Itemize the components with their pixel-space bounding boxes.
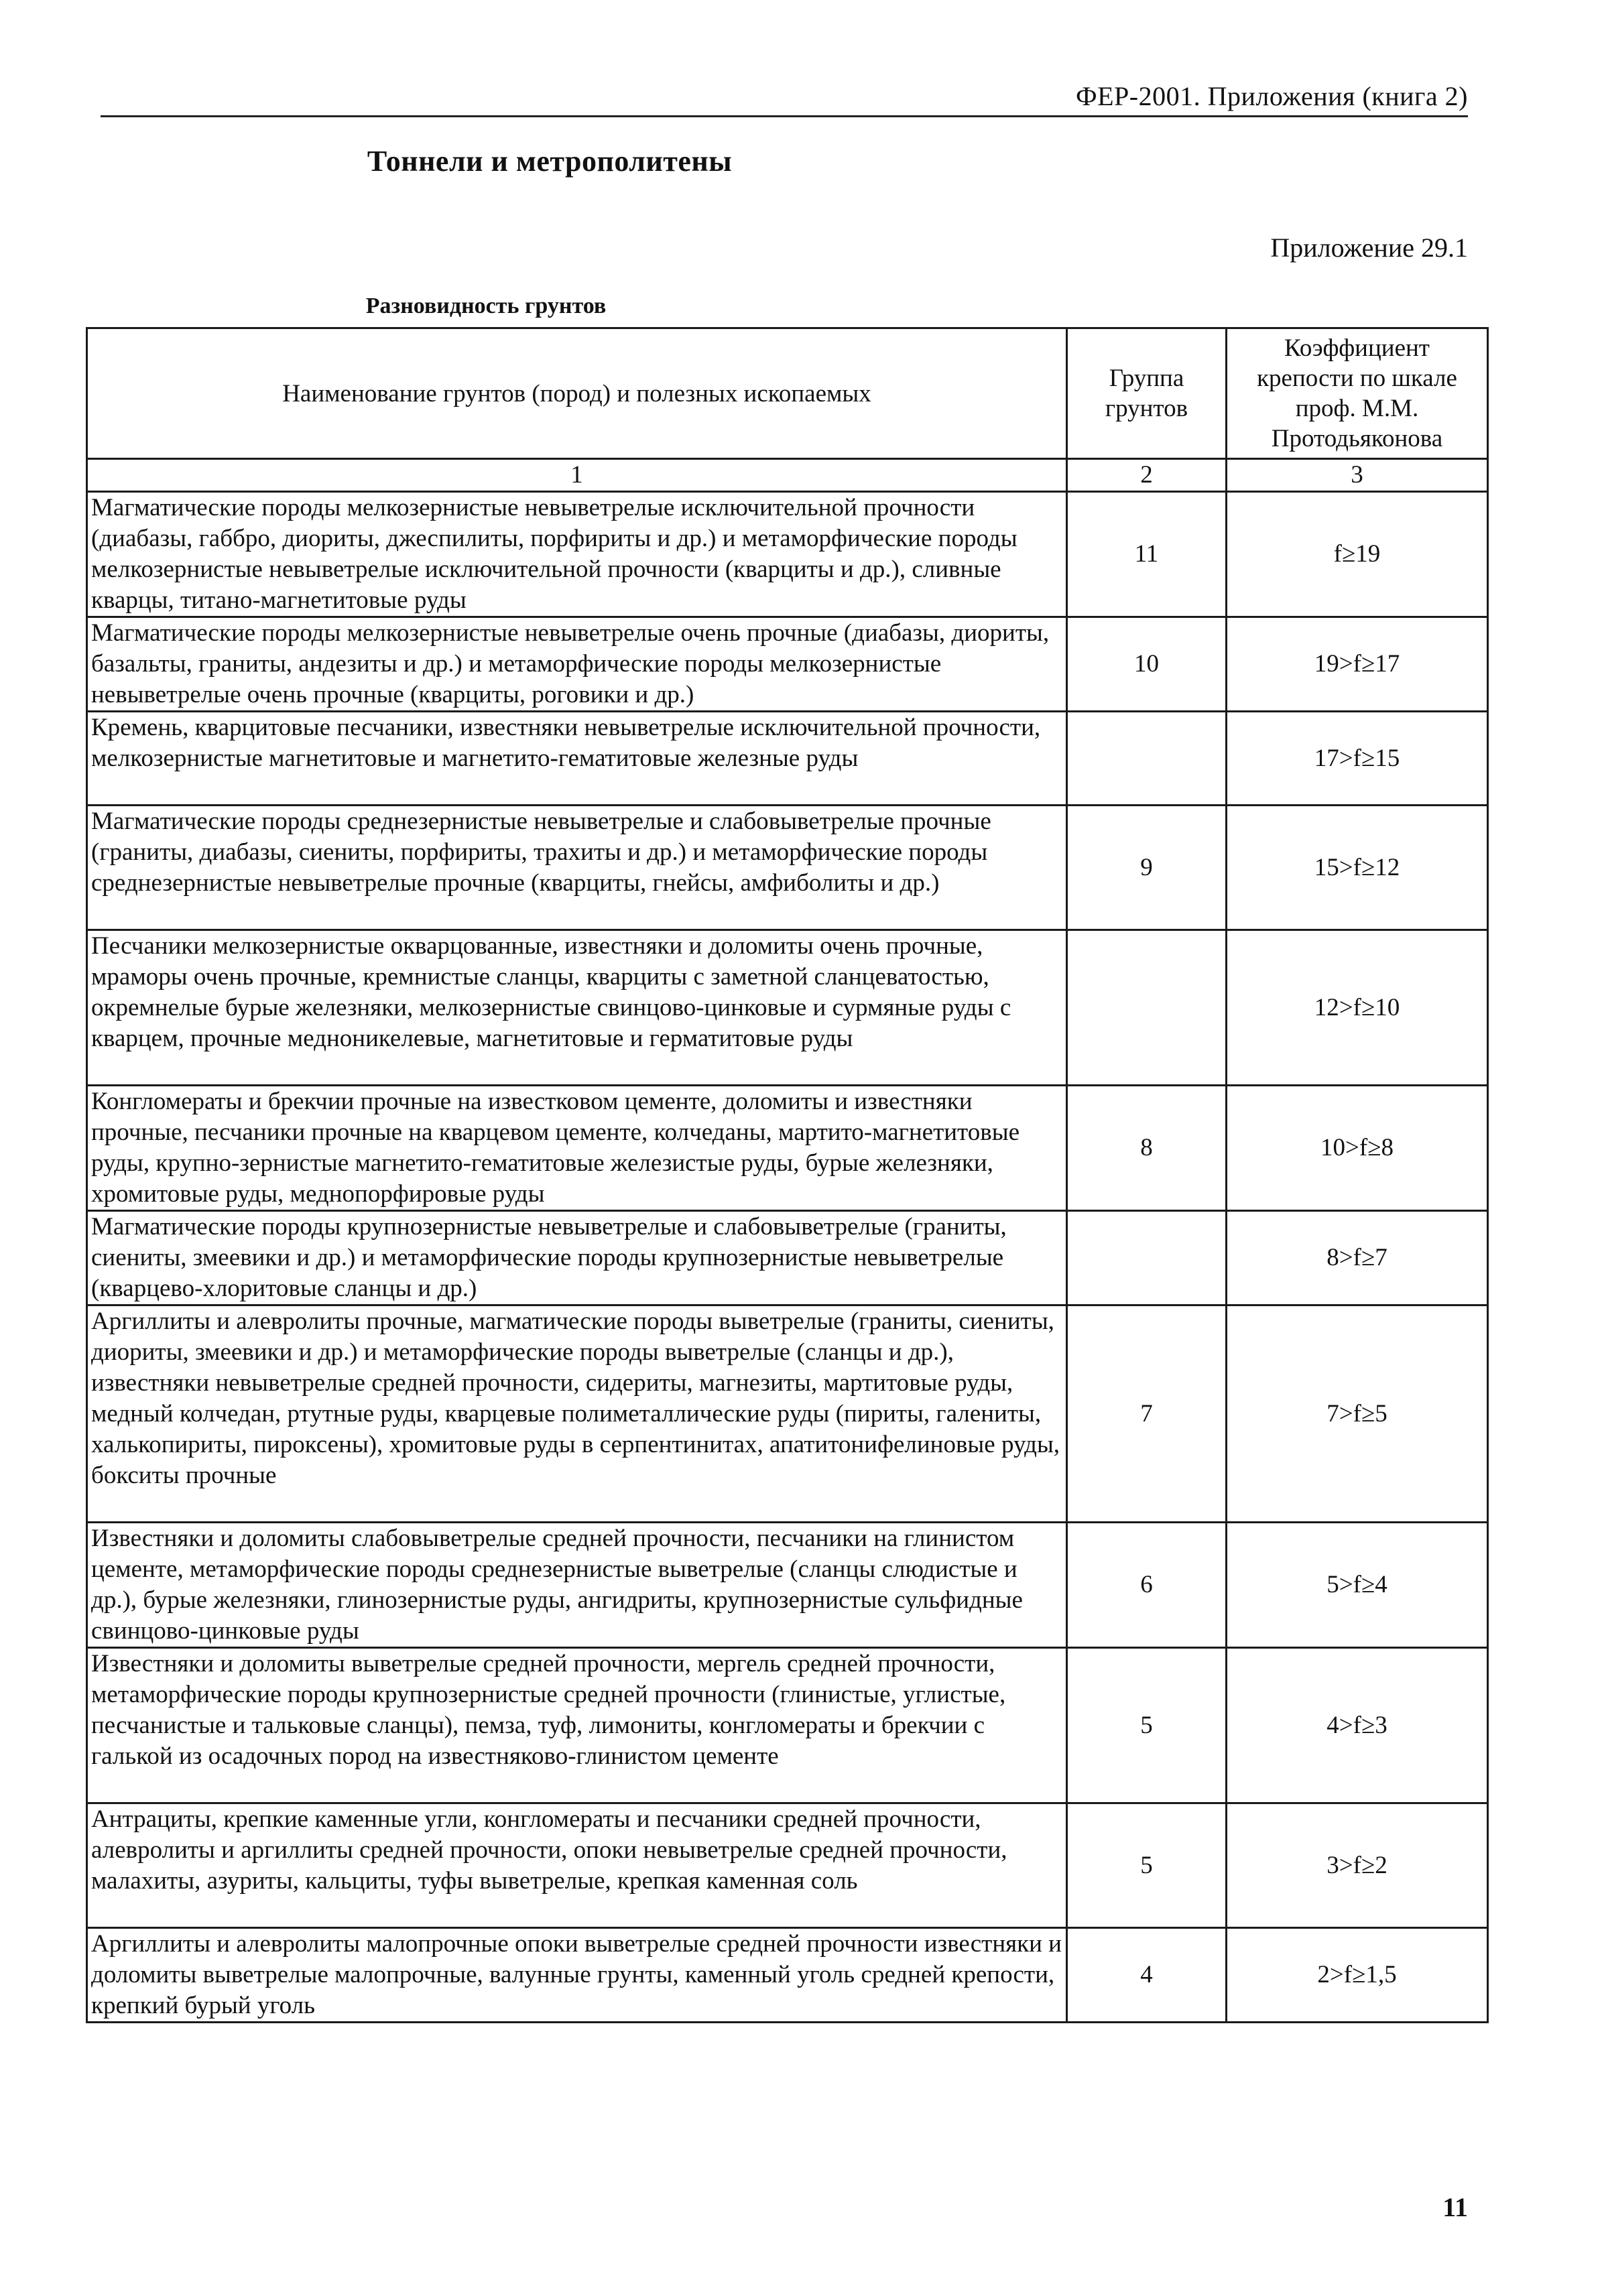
table-row (87, 1086, 1488, 1211)
soil-name: Магматические породы мелкозернистые невыветрелые исключительной прочности (диабазы, габбро, диориты, джеспилиты, порфириты и др.) и метаморфические породы мелкозернистые невыветрелые исключительной прочности (кварциты и др.), сливные кварцы, титано-магнетитовые руды (87, 492, 1067, 617)
page-number: 11 (1442, 2192, 1468, 2222)
soil-name: Аргиллиты и алевролиты малопрочные опоки выветрелые средней прочности известняки и доломиты выветрелые малопрочные, валунные грунты, каменный уголь средней крепости, крепкий бурый уголь (87, 1928, 1067, 2023)
table-caption: Разновидность грунтов (365, 294, 607, 318)
document-title: ФЕР-2001. Приложения (книга 2) (1076, 81, 1468, 111)
soil-group: 10 (1067, 617, 1227, 712)
table-row (87, 712, 1488, 806)
soil-name: Аргиллиты и алевролиты прочные, магматические породы выветрелые (граниты, сиениты, диориты, змеевики и др.) и метаморфические породы выветрелые (сланцы и др.), известняки невыветрелые средней прочности, сидериты, магнезиты, мартитовые руды, медный колчедан, ртутные руды, кварцевые полиметаллические руды (пириты, галениты, халькопириты, пироксены), хромитовые руды в серпентинитах, апатитонифелиновые руды, бокситы прочные (87, 1305, 1067, 1523)
soil-group: 9 (1067, 806, 1227, 930)
strength-coefficient: 8>f≥7 (1227, 1211, 1488, 1305)
soil-group: 7 (1067, 1305, 1227, 1523)
header-divider (101, 115, 1468, 117)
strength-coefficient: 3>f≥2 (1227, 1803, 1488, 1928)
soil-group: 5 (1067, 1648, 1227, 1803)
column-number: 2 (1067, 459, 1227, 492)
soil-types-table (86, 327, 1489, 2023)
soil-name: Магматические породы мелкозернистые невыветрелые очень прочные (диабазы, диориты, базальты, граниты, андезиты и др.) и метаморфические породы мелкозернистые невыветрелые очень прочные (кварциты, роговики и др.) (87, 617, 1067, 712)
soil-group (1067, 1211, 1227, 1305)
column-number-row (87, 459, 1488, 492)
soil-name: Известняки и доломиты выветрелые средней прочности, мергель средней прочности, метаморфические породы крупнозернистые средней прочности (глинистые, углистые, песчанистые и тальковые сланцы), пемза, туф, лимониты, конгломераты и брекчии с галькой из осадочных пород на известняково-глинистом цементе (87, 1648, 1067, 1803)
table-row (87, 1803, 1488, 1928)
header-coefficient: Коэффициент крепости по шкале проф. М.М. Протодьяконова (1227, 328, 1488, 459)
strength-coefficient: 12>f≥10 (1227, 930, 1488, 1086)
section-title: Тоннели и метрополитены (367, 145, 733, 178)
header-name: Наименование грунтов (пород) и полезных ископаемых (87, 328, 1067, 459)
soil-group (1067, 712, 1227, 806)
soil-name: Магматические породы крупнозернистые невыветрелые и слабовыветрелые (граниты, сиениты, змеевики и др.) и метаморфические породы крупнозернистые невыветрелые (кварцево-хлоритовые сланцы и др.) (87, 1211, 1067, 1305)
strength-coefficient: 17>f≥15 (1227, 712, 1488, 806)
soil-group: 5 (1067, 1803, 1227, 1928)
table-row (87, 492, 1488, 617)
table-row (87, 806, 1488, 930)
strength-coefficient: 19>f≥17 (1227, 617, 1488, 712)
table-row (87, 1928, 1488, 2023)
table-row (87, 1523, 1488, 1648)
soil-name: Магматические породы среднезернистые невыветрелые и слабовыветрелые прочные (граниты, диабазы, сиениты, порфириты, трахиты и др.) и метаморфические породы среднезернистые невыветрелые прочные (кварциты, гнейсы, амфиболиты и др.) (87, 806, 1067, 930)
soil-group: 11 (1067, 492, 1227, 617)
strength-coefficient: 5>f≥4 (1227, 1523, 1488, 1648)
header-group: Группа грунтов (1067, 328, 1227, 459)
strength-coefficient: 10>f≥8 (1227, 1086, 1488, 1211)
column-number: 3 (1227, 459, 1488, 492)
soil-group: 8 (1067, 1086, 1227, 1211)
table-row (87, 1305, 1488, 1523)
strength-coefficient: f≥19 (1227, 492, 1488, 617)
soil-group (1067, 930, 1227, 1086)
soil-group: 4 (1067, 1928, 1227, 2023)
table-row (87, 930, 1488, 1086)
soil-name: Известняки и доломиты слабовыветрелые средней прочности, песчаники на глинистом цементе, метаморфические породы среднезернистые выветрелые (сланцы слюдистые и др.), бурые железняки, глинозернистые руды, ангидриты, крупнозернистые сульфидные свинцово-цинковые руды (87, 1523, 1067, 1648)
soil-name: Антрациты, крепкие каменные угли, конгломераты и песчаники средней прочности, алевролиты и аргиллиты средней прочности, опоки невыветрелые средней прочности, малахиты, азуриты, кальциты, туфы выветрелые, крепкая каменная соль (87, 1803, 1067, 1928)
strength-coefficient: 7>f≥5 (1227, 1305, 1488, 1523)
table-row (87, 617, 1488, 712)
table-row (87, 1648, 1488, 1803)
soil-name: Песчаники мелкозернистые окварцованные, известняки и доломиты очень прочные, мраморы очень прочные, кремнистые сланцы, кварциты с заметной сланцеватостью, окремнелые бурые железняки, мелкозернистые свинцово-цинковые и сурмяные руды с кварцем, прочные медноникелевые, магнетитовые и герматитовые руды (87, 930, 1067, 1086)
strength-coefficient: 4>f≥3 (1227, 1648, 1488, 1803)
strength-coefficient: 15>f≥12 (1227, 806, 1488, 930)
appendix-label: Приложение 29.1 (1270, 233, 1468, 263)
column-number: 1 (87, 459, 1067, 492)
soil-name: Кремень, кварцитовые песчаники, известняки невыветрелые исключительной прочности, мелкозернистые магнетитовые и магнетито-гематитовые железные руды (87, 712, 1067, 806)
table-header-row (87, 328, 1488, 459)
soil-group: 6 (1067, 1523, 1227, 1648)
table-row (87, 1211, 1488, 1305)
strength-coefficient: 2>f≥1,5 (1227, 1928, 1488, 2023)
soil-name: Конгломераты и брекчии прочные на известковом цементе, доломиты и известняки прочные, песчаники прочные на кварцевом цементе, колчеданы, мартито-магнетитовые руды, крупно-зернистые магнетито-гематитовые железистые руды, бурые железняки, хромитовые руды, меднопорфировые руды (87, 1086, 1067, 1211)
